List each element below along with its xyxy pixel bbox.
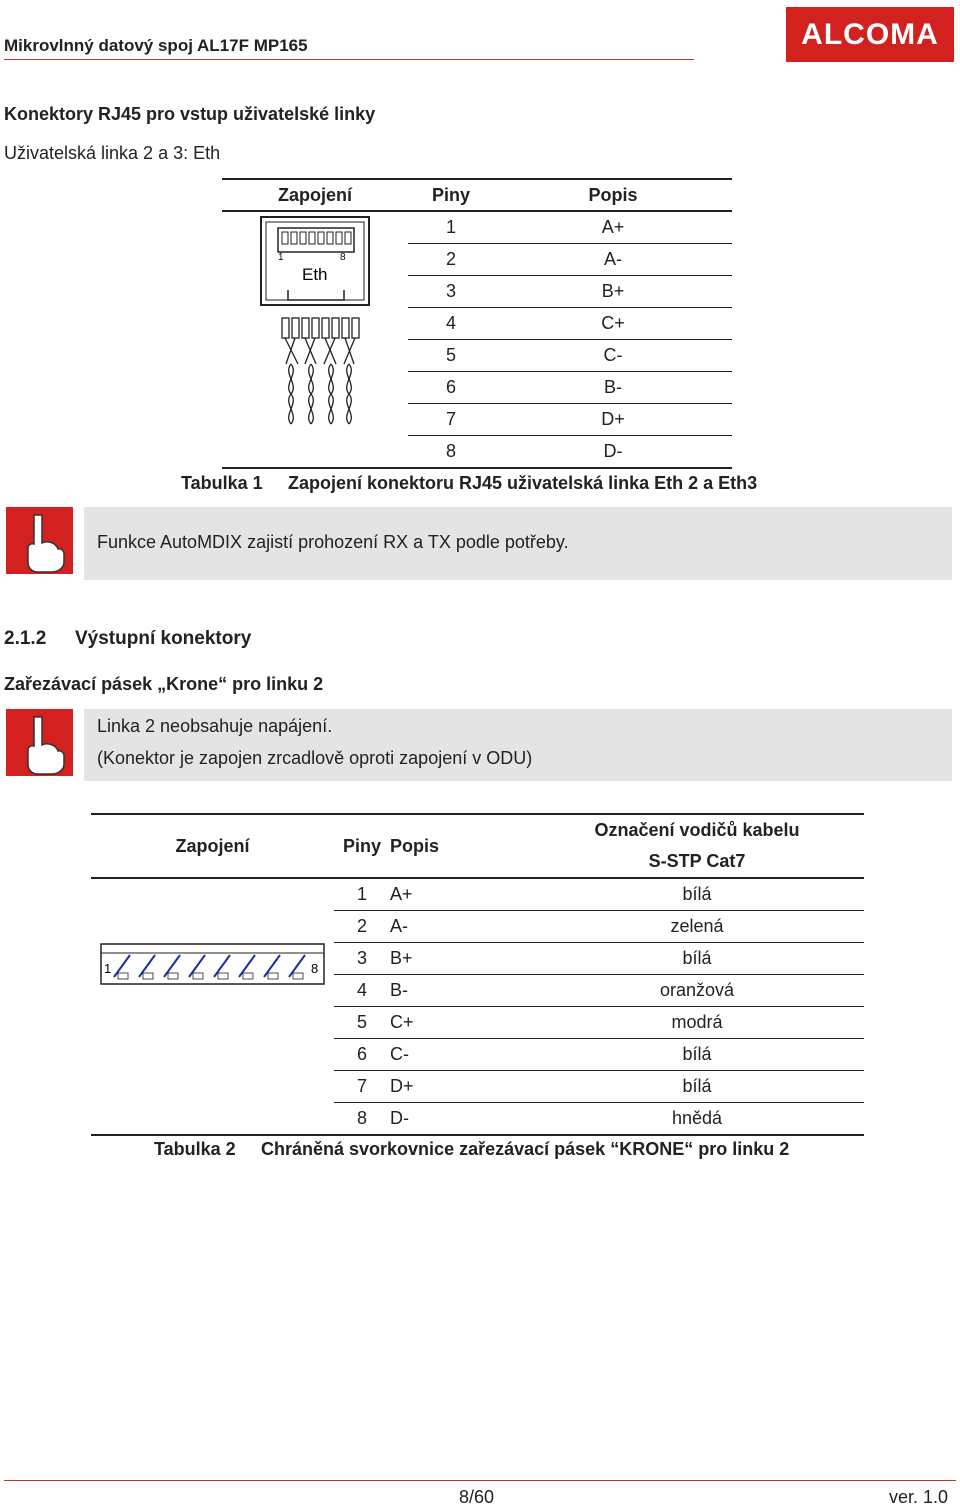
col-header-piny: Piny	[408, 179, 494, 211]
connector-cell	[91, 1071, 334, 1103]
strip-contact	[168, 973, 178, 979]
pin-cell: 6	[408, 372, 494, 404]
strip-contact	[143, 973, 153, 979]
color-cell: modrá	[530, 1007, 864, 1039]
strip-contact	[193, 973, 203, 979]
krone-subheading: Zařezávací pásek „Krone“ pro linku 2	[4, 674, 324, 694]
table-row	[91, 1039, 864, 1071]
pin-cell: 4	[408, 308, 494, 340]
desc-cell: A+	[390, 878, 530, 911]
desc-cell: C+	[494, 308, 732, 340]
desc-cell: B+	[494, 276, 732, 308]
table-row	[91, 878, 864, 911]
color-cell: bílá	[530, 1039, 864, 1071]
pin-cell: 8	[334, 1103, 390, 1136]
desc-cell: D+	[494, 404, 732, 436]
table2-caption-label: Tabulka 2	[154, 1139, 236, 1159]
desc-cell: A-	[390, 911, 530, 943]
pin-cell: 5	[334, 1007, 390, 1039]
pin-cell: 7	[408, 404, 494, 436]
footer-divider	[4, 1480, 956, 1481]
desc-cell: C-	[390, 1039, 530, 1071]
strip-contact	[118, 973, 128, 979]
col-header-popis: Popis	[494, 179, 732, 211]
color-cell: bílá	[530, 943, 864, 975]
document-title: Mikrovlnný datový spoj AL17F MP165	[4, 36, 308, 55]
section-number: 2.1.2	[4, 628, 47, 649]
pin-cell: 1	[334, 878, 390, 911]
pin-cell: 6	[334, 1039, 390, 1071]
desc-cell: B-	[494, 372, 732, 404]
pin-cell: 3	[408, 276, 494, 308]
section-heading: Konektory RJ45 pro vstup uživatelské linky	[4, 104, 376, 124]
pointing-hand-icon	[6, 709, 73, 776]
document-version: ver. 1.0	[889, 1487, 949, 1507]
color-cell: zelená	[530, 911, 864, 943]
pointing-hand-icon	[6, 507, 73, 574]
table-row	[91, 911, 864, 943]
col-header-wire-marking-line1: Označení vodičů kabelu	[594, 820, 800, 840]
page-number: 8/60	[459, 1487, 495, 1507]
table-row	[91, 1071, 864, 1103]
col-header-popis: Popis	[390, 814, 530, 878]
pin-cell: 7	[334, 1071, 390, 1103]
connector-cell	[91, 1007, 334, 1039]
strip-contact	[293, 973, 303, 979]
col-header-wire-marking-line2: S-STP Cat7	[648, 851, 746, 871]
pin-cell: 2	[408, 244, 494, 276]
desc-cell: B-	[390, 975, 530, 1007]
rj45-connector-drawing	[258, 214, 374, 444]
strip-pin-last-label: 8	[311, 961, 319, 976]
col-header-zapojeni: Zapojení	[91, 814, 334, 878]
note2-line1: Linka 2 neobsahuje napájení.	[97, 716, 333, 736]
connector-cell	[91, 911, 334, 943]
connector-cell	[91, 1103, 334, 1136]
krone-strip-drawing	[100, 943, 326, 987]
pin-cell: 8	[408, 436, 494, 469]
rj45-port-label: Eth	[302, 265, 328, 284]
rj45-pin-last-label: 8	[340, 252, 346, 263]
strip-slot	[114, 955, 130, 977]
rj45-pin-first-label: 1	[278, 252, 284, 263]
desc-cell: D+	[390, 1071, 530, 1103]
section-title: Výstupní konektory	[75, 628, 252, 649]
strip-contact	[268, 973, 278, 979]
table-row	[91, 1007, 864, 1039]
desc-cell: C+	[390, 1007, 530, 1039]
section-subheading: Uživatelská linka 2 a 3: Eth	[4, 143, 221, 163]
table1-caption-label: Tabulka 1	[181, 473, 263, 493]
col-header-zapojeni: Zapojení	[222, 179, 408, 211]
company-logo: ALCOMA	[786, 7, 954, 62]
color-cell: hnědá	[530, 1103, 864, 1136]
strip-contact	[218, 973, 228, 979]
desc-cell: D-	[494, 436, 732, 469]
note2-line2: (Konektor je zapojen zrcadlově oproti zapojení v ODU)	[97, 748, 533, 768]
pin-cell: 4	[334, 975, 390, 1007]
table2-caption-text: Chráněná svorkovnice zařezávací pásek “KRONE“ pro linku 2	[261, 1139, 790, 1159]
note-text: Funkce AutoMDIX zajistí prohození RX a TX podle potřeby.	[97, 532, 569, 552]
strip-contact	[243, 973, 253, 979]
pin-cell: 1	[408, 211, 494, 244]
pin-cell: 5	[408, 340, 494, 372]
header-divider	[4, 59, 694, 60]
connector-cell	[91, 878, 334, 911]
pin-cell: 2	[334, 911, 390, 943]
strip-pin-first-label: 1	[104, 961, 112, 976]
pin-cell: 3	[334, 943, 390, 975]
desc-cell: B+	[390, 943, 530, 975]
color-cell: bílá	[530, 1071, 864, 1103]
desc-cell: A+	[494, 211, 732, 244]
col-header-wire-marking	[530, 814, 864, 878]
color-cell: oranžová	[530, 975, 864, 1007]
desc-cell: A-	[494, 244, 732, 276]
desc-cell: D-	[390, 1103, 530, 1136]
connector-cell	[91, 1039, 334, 1071]
col-header-piny: Piny	[334, 814, 390, 878]
desc-cell: C-	[494, 340, 732, 372]
table1-caption-text: Zapojení konektoru RJ45 uživatelská linka Eth 2 a Eth3	[288, 473, 758, 493]
table-row	[91, 1103, 864, 1136]
color-cell: bílá	[530, 878, 864, 911]
